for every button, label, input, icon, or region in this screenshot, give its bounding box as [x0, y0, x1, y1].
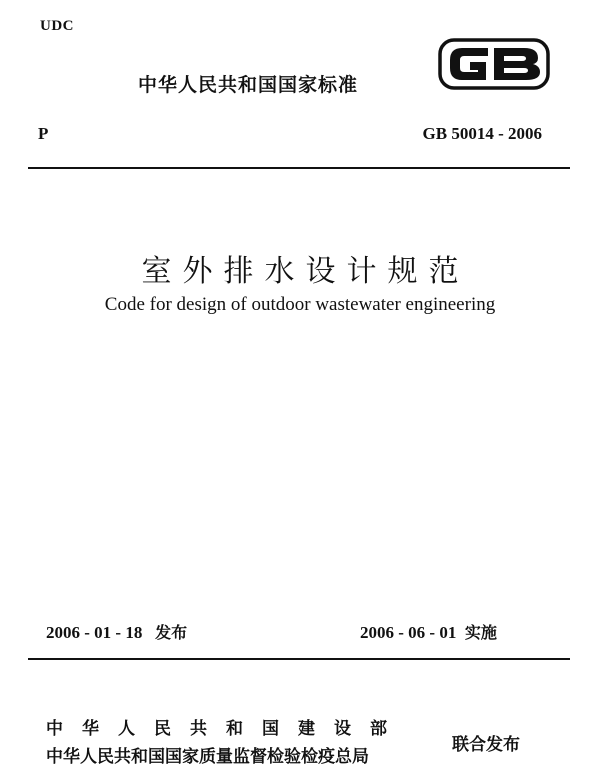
publisher-ministry-construction: 中华人民共和国建设部 [46, 719, 406, 739]
svg-text:GB: GB [494, 85, 496, 86]
national-standard-heading: 中华人民共和国国家标准 [138, 74, 359, 96]
bottom-divider [28, 658, 570, 660]
implement-date-block [360, 620, 497, 643]
udc-label: UDC [40, 18, 74, 34]
document-title-english: Code for design of outdoor wastewater engineering [104, 294, 496, 315]
classification-code: P [38, 124, 49, 143]
document-title-chinese: 室外排水设计规范 [141, 254, 470, 289]
issue-date: 2006 - 01 - 18 [46, 623, 143, 642]
joint-issue-label: 联合发布 [452, 735, 520, 755]
gb-emblem-icon [438, 38, 550, 90]
issue-label: 发布 [155, 623, 188, 642]
implement-date: 2006 - 06 - 01 [360, 623, 457, 642]
publisher-quality-supervision: 中华人民共和国国家质量监督检验检疫总局 [46, 747, 369, 767]
issue-date-block [46, 620, 187, 643]
implement-label: 实施 [464, 623, 497, 642]
top-divider [28, 167, 570, 169]
standard-number: GB 50014 - 2006 [422, 124, 542, 143]
